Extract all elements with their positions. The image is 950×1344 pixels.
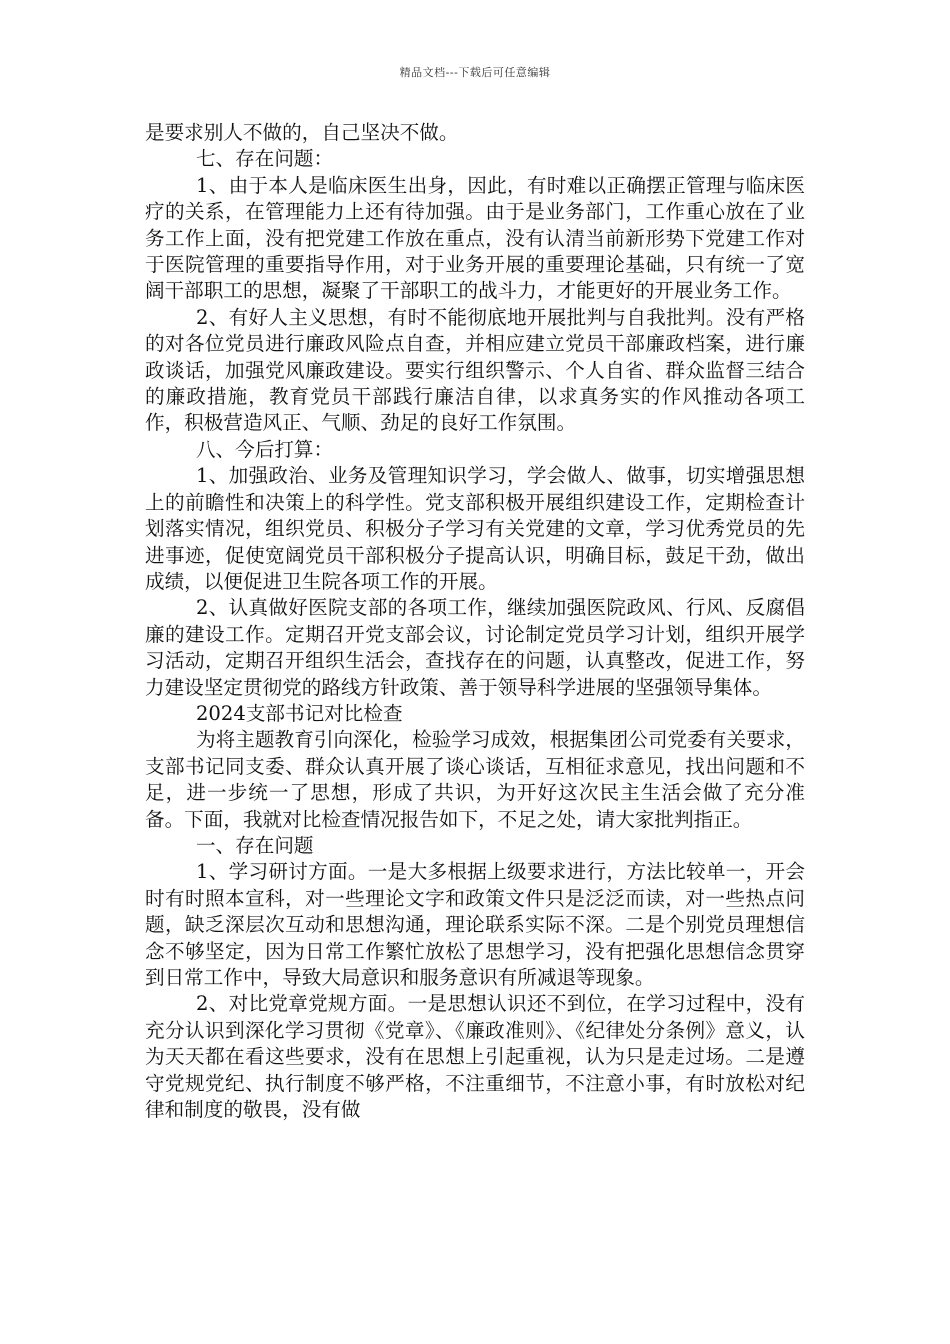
document-title: 2024支部书记对比检查 <box>195 701 403 725</box>
paragraph: 2、认真做好医院支部的各项工作，继续加强医院政风、行风、反腐倡廉的建设工作。定期召开党支部会议，讨论制定党员学习计划，组织开展学习活动，定期召开组织生活会，查找存在的问题，认真整改，促进工作，努力建设坚定贯彻党的路线方针政策、善于领导科学进展的坚强领导集体。 <box>145 596 805 699</box>
paragraph: 为将主题教育引向深化，检验学习成效，根据集团公司党委有关要求，支部书记同支委、群众认真开展了谈心谈话，互相征求意见，找出问题和不足，进一步统一了思想，形成了共识，为开好这次民主生活会做了充分准备。下面，我就对比检查情况报告如下，不足之处，请大家批判指正。 <box>145 728 805 831</box>
paragraph: 1、加强政治、业务及管理知识学习，学会做人、做事，切实增强思想上的前瞻性和决策上的科学性。党支部积极开展组织建设工作，定期检查计划落实情况，组织党员、积极分子学习有关党建的文章，学习优秀党员的先进事迹，促使宽阔党员干部积极分子提高认识，明确目标，鼓足干劲，做出成绩，以便促进卫生院各项工作的开展。 <box>145 464 805 593</box>
section-heading: 一、存在问题 <box>195 833 314 857</box>
section-heading: 七、存在问题： <box>195 147 334 171</box>
paragraph: 2、对比党章党规方面。一是思想认识还不到位，在学习过程中，没有充分认识到深化学习贯彻《党章》、《廉政准则》、《纪律处分条例》意义，认为天天都在看这些要求，没有在思想上引起重视，认为只是走过场。二是遵守党规党纪、执行制度不够严格，不注重细节，不注意小事，有时放松对纪律和制度的敬畏，没有做 <box>145 992 805 1122</box>
paragraph: 1、学习研讨方面。一是大多根据上级要求进行，方法比较单一，开会时有时照本宣科，对一些理论文字和政策文件只是泛泛而读，对一些热点问题，缺乏深层次互动和思想沟通，理论联系实际不深。二是个别党员理想信念不够坚定，因为日常工作繁忙放松了思想学习，没有把强化思想信念贯穿到日常工作中，导致大局意识和服务意识有所减退等现象。 <box>145 860 805 989</box>
page-header: 精品文档---下载后可任意编辑 <box>399 66 551 79</box>
paragraph: 1、由于本人是临床医生出身，因此，有时难以正确摆正管理与临床医疗的关系，在管理能力上还有待加强。由于是业务部门，工作重心放在了业务工作上面，没有把党建工作放在重点，没有认清当前新形势下党建工作对于医院管理的重要指导作用，对于业务开展的重要理论基础，只有统一了宽阔干部职工的思想，凝聚了干部职工的战斗力，才能更好的开展业务工作。 <box>145 173 805 303</box>
section-heading: 八、今后打算： <box>195 437 334 461</box>
paragraph: 是要求别人不做的，自己坚决不做。 <box>145 121 459 144</box>
paragraph: 2、有好人主义思想，有时不能彻底地开展批判与自我批判。没有严格的对各位党员进行廉政风险点自查，并相应建立党员干部廉政档案，进行廉政谈话，加强党风廉政建设。要实行组织警示、个人自省、群众监督三结合的廉政措施，教育党员干部践行廉洁自律，以求真务实的作风推动各项工作，积极营造风正、气顺、劲足的良好工作氛围。 <box>145 305 805 435</box>
document-body <box>145 120 805 1123</box>
